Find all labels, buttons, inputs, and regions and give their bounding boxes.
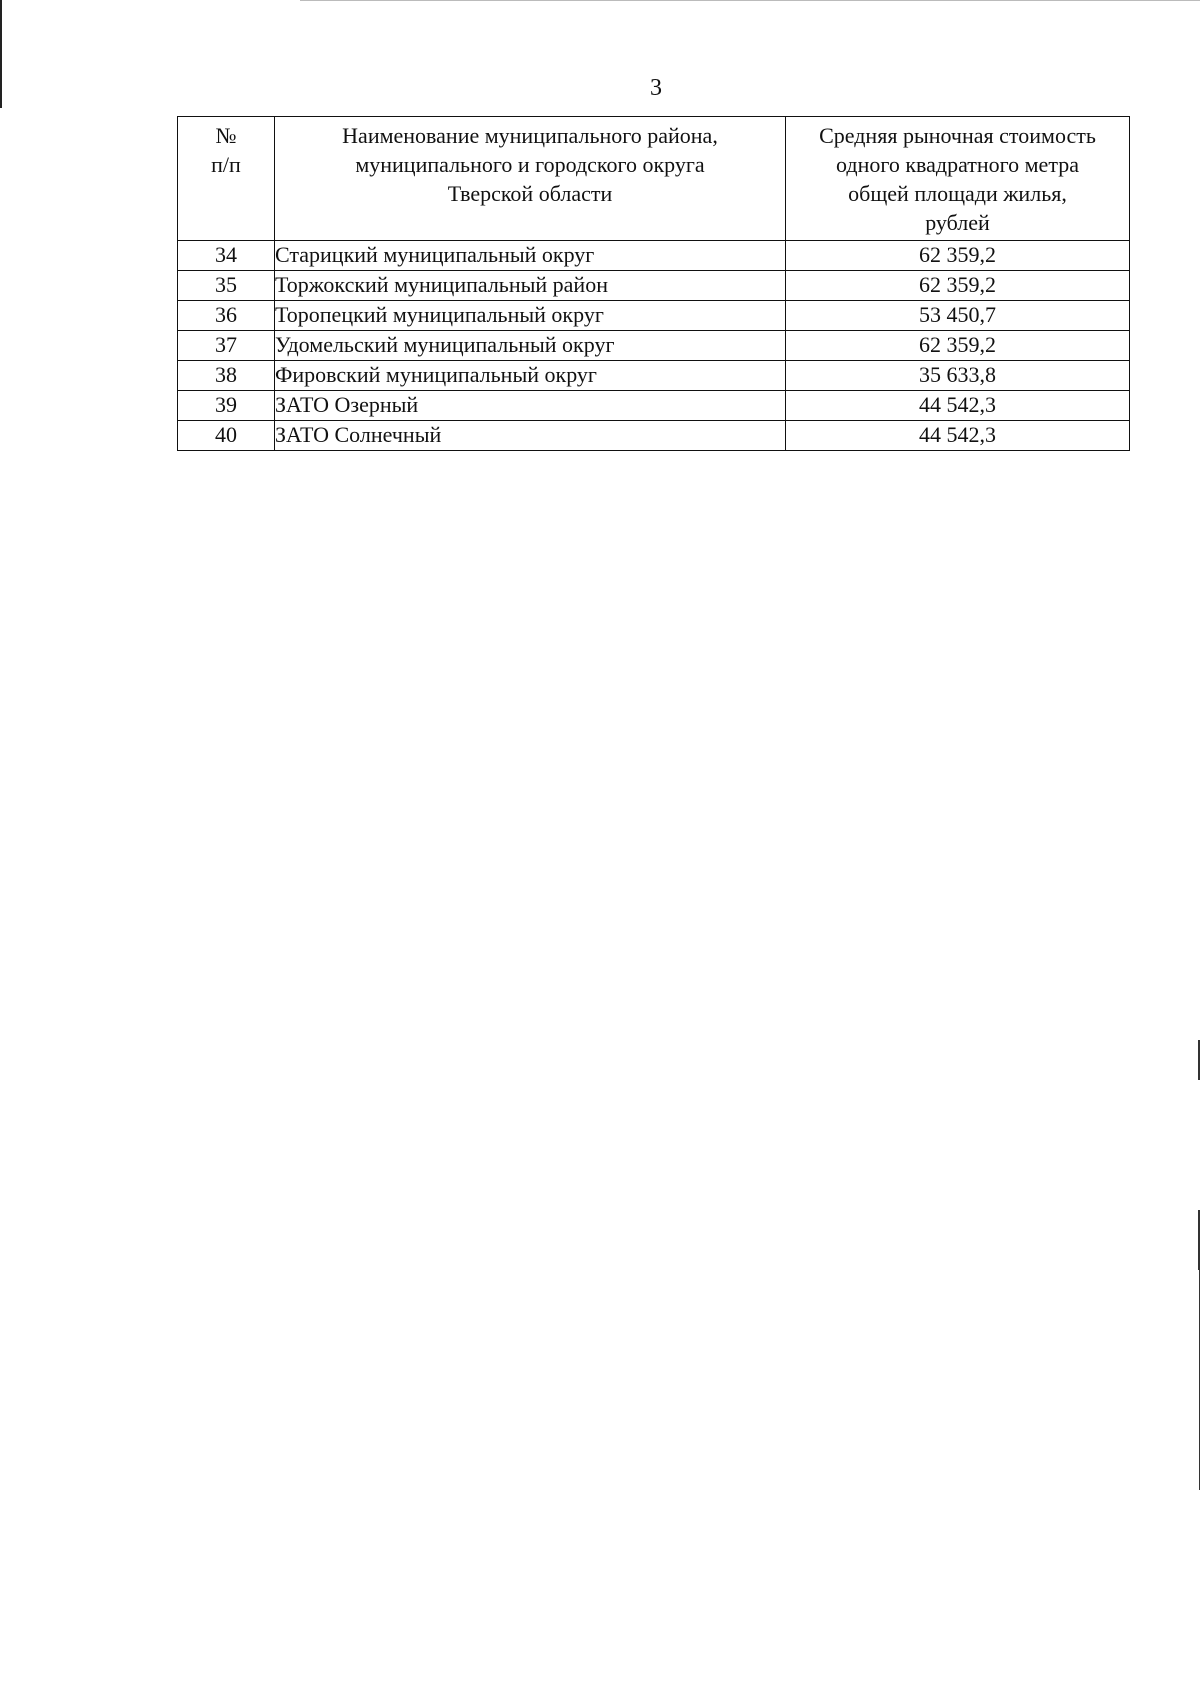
table-header-row <box>178 117 1130 241</box>
header-name <box>275 117 786 241</box>
row-name: ЗАТО Озерный <box>275 391 786 421</box>
row-price: 44 542,3 <box>786 391 1130 421</box>
row-price: 44 542,3 <box>786 421 1130 451</box>
row-price: 62 359,2 <box>786 331 1130 361</box>
table-row <box>178 271 1130 301</box>
header-num <box>178 117 275 241</box>
page-number: 3 <box>650 75 662 101</box>
row-num: 34 <box>178 241 275 271</box>
row-name: Фировский муниципальный округ <box>275 361 786 391</box>
header-name-text: Наименование муниципального района, муниципального и городского округа Тверской области <box>342 123 718 206</box>
row-name: Старицкий муниципальный округ <box>275 241 786 271</box>
header-price-text: Средняя рыночная стоимость одного квадратного метра общей площади жилья, рублей <box>819 123 1096 235</box>
row-name: ЗАТО Солнечный <box>275 421 786 451</box>
row-price: 53 450,7 <box>786 301 1130 331</box>
scan-top-line <box>300 0 1200 1</box>
table-row <box>178 391 1130 421</box>
row-name: Удомельский муниципальный округ <box>275 331 786 361</box>
price-table <box>177 116 1130 451</box>
header-price <box>786 117 1130 241</box>
row-num: 35 <box>178 271 275 301</box>
header-num-text: № п/п <box>211 123 241 177</box>
row-num: 36 <box>178 301 275 331</box>
table-row <box>178 361 1130 391</box>
row-num: 38 <box>178 361 275 391</box>
row-price: 35 633,8 <box>786 361 1130 391</box>
row-name: Торжокский муниципальный район <box>275 271 786 301</box>
row-price: 62 359,2 <box>786 271 1130 301</box>
row-price: 62 359,2 <box>786 241 1130 271</box>
table-row <box>178 421 1130 451</box>
table-row <box>178 331 1130 361</box>
table-row <box>178 301 1130 331</box>
row-name: Торопецкий муниципальный округ <box>275 301 786 331</box>
row-num: 40 <box>178 421 275 451</box>
row-num: 37 <box>178 331 275 361</box>
scan-edge-mark <box>0 0 2 108</box>
row-num: 39 <box>178 391 275 421</box>
table-row <box>178 241 1130 271</box>
